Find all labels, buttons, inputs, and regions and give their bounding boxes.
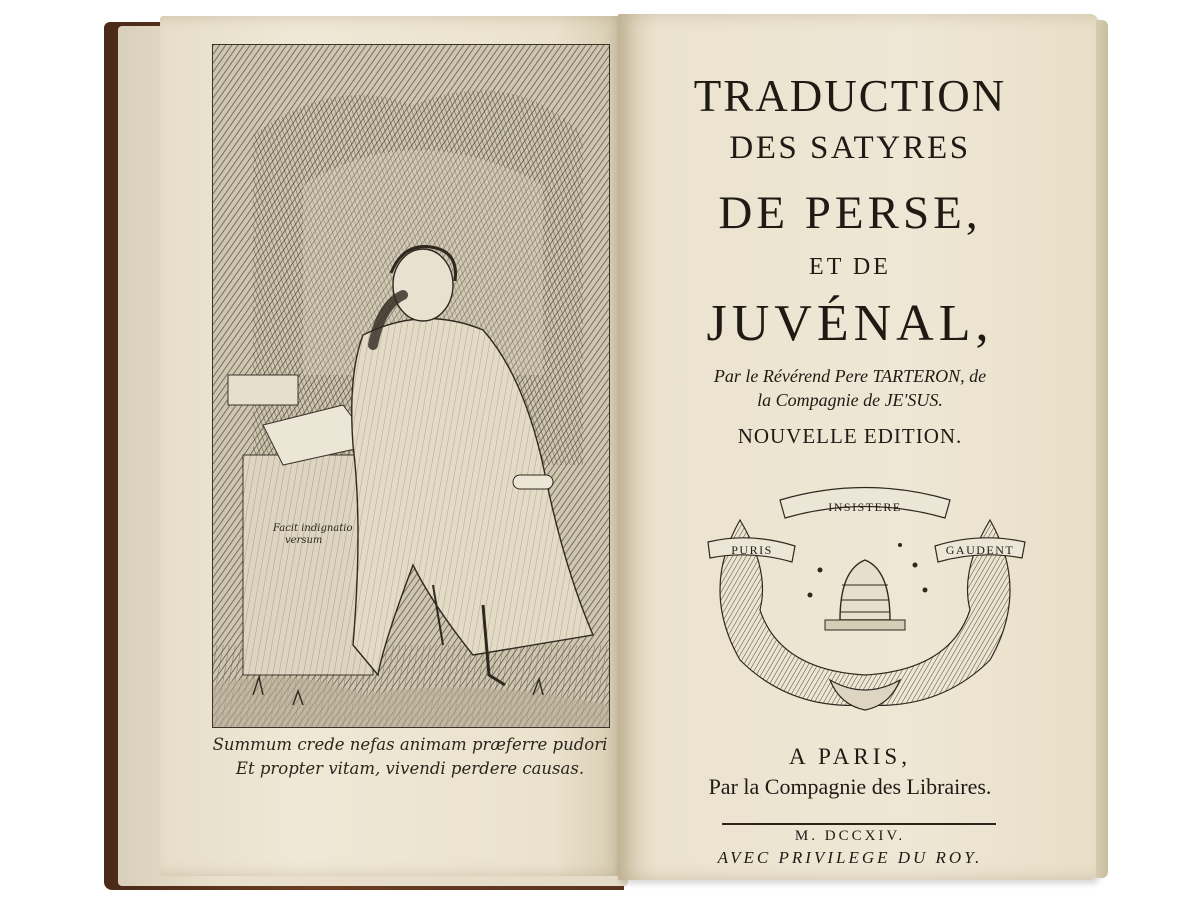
- publisher-line: Par la Compagnie des Libraires.: [708, 774, 992, 799]
- frontispiece-engraving: [212, 44, 610, 728]
- stone-inscription-2: versum: [285, 535, 323, 546]
- place-line: A PARIS,: [789, 744, 911, 769]
- caption-line-1: Summum crede nefas animam præferre pudori: [212, 735, 608, 754]
- printers-device: [700, 460, 1030, 722]
- motto-top: INSISTERE: [828, 500, 902, 514]
- frontispiece-caption: [200, 733, 620, 781]
- year-line: M. DCCXIV.: [794, 828, 906, 844]
- motto-left: PURIS: [731, 543, 773, 557]
- title-line-5: JUVÉNAL,: [706, 295, 994, 352]
- divider-rule: [722, 823, 996, 825]
- title-line-2: DES SATYRES: [729, 130, 971, 166]
- privilege-line: AVEC PRIVILEGE DU ROY.: [717, 848, 983, 867]
- edition-line: NOUVELLE EDITION.: [737, 424, 963, 448]
- caption-line-2: Et propter vitam, vivendi perdere causas.: [235, 759, 585, 778]
- author-line-2: la Compagnie de JE'SUS.: [757, 390, 943, 410]
- title-line-1: TRADUCTION: [693, 71, 1007, 121]
- motto-right: GAUDENT: [945, 543, 1015, 557]
- author-line-1: Par le Révérend Pere TARTERON, de: [713, 366, 987, 386]
- stone-inscription-1: Facit indignatio: [273, 523, 353, 534]
- page-edge: [1096, 20, 1108, 878]
- title-line-3: DE PERSE,: [718, 187, 982, 239]
- title-line-4: ET DE: [809, 254, 891, 280]
